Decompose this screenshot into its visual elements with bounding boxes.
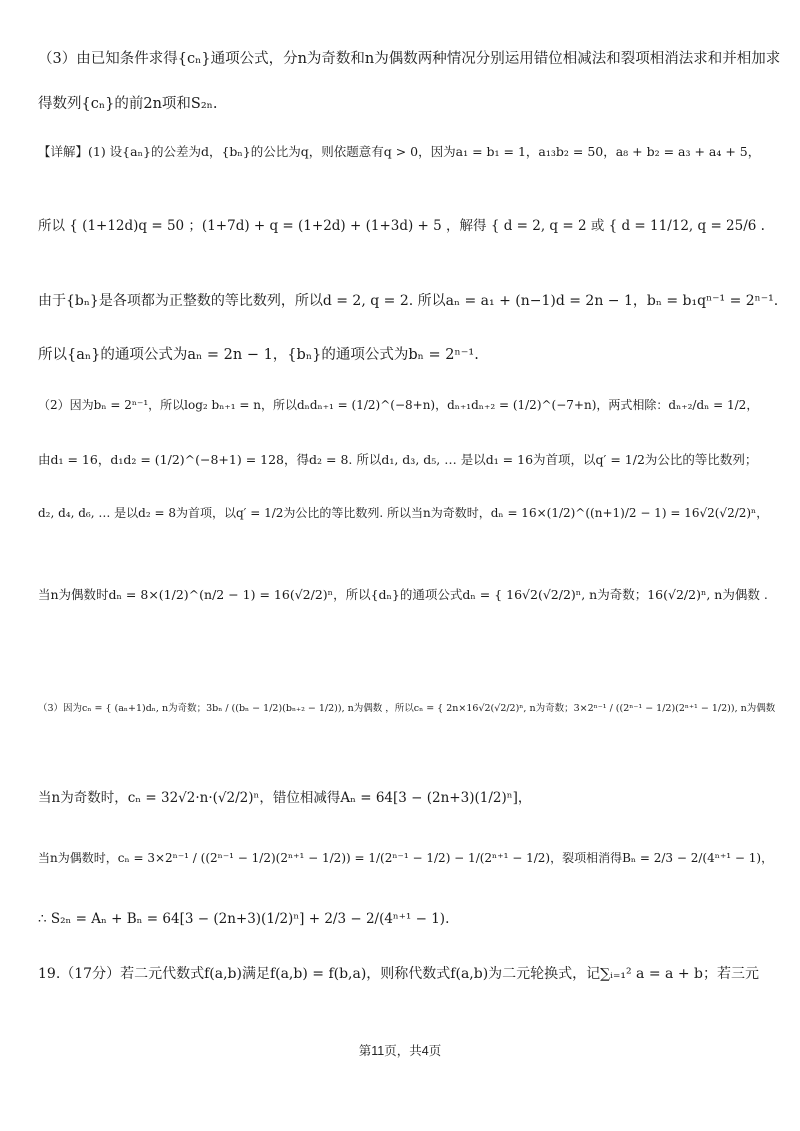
text-line-7: （2）因为bₙ = 2ⁿ⁻¹，所以log₂ bₙ₊₁ = n，所以dₙdₙ₊₁ = (1/2)^(−8+n)，dₙ₊₁dₙ₊₂ = (1/2)^(−7+n)，两式相除：dₙ₊₂/dₙ = 1/2， xyxy=(38,398,759,412)
text-line-11: （3）因为cₙ = { (aₙ+1)dₙ, n为奇数；3bₙ / ((bₙ − 1/2)(bₙ₊₂ − 1/2)), n为偶数 ，所以cₙ = { 2n×16√2(√2/2)ⁿ, n为奇数；3×2ⁿ⁻¹ / ((2ⁿ⁻¹ − 1/2)(2ⁿ⁺¹ − 1/2)), n为偶数 xyxy=(38,703,776,714)
text-line-15: 19.（17分）若二元代数式f(a,b)满足f(a,b) = f(b,a)，则称代数式f(a,b)为二元轮换式，记∑ᵢ₌₁² a = a + b；若三元 xyxy=(38,966,759,982)
text-line-3: 【详解】(1) 设{aₙ}的公差为d，{bₙ}的公比为q，则依题意有q > 0，因为a₁ = b₁ = 1，a₁₃b₂ = 50，a₈ + b₂ = a₃ + a₄ + 5， xyxy=(38,144,761,159)
text-line-10: 当n为偶数时dₙ = 8×(1/2)^(n/2 − 1) = 16(√2/2)ⁿ，所以{dₙ}的通项公式dₙ = { 16√2(√2/2)ⁿ, n为奇数；16(√2/2)ⁿ, n为偶数 . xyxy=(38,587,768,602)
text-line-2: 得数列{cₙ}的前2n项和S₂ₙ. xyxy=(38,96,218,112)
text-line-14: ∴ S₂ₙ = Aₙ + Bₙ = 64[3 − (2n+3)(1/2)ⁿ] + 2/3 − 2/(4ⁿ⁺¹ − 1). xyxy=(38,911,450,927)
text-line-6: 所以{aₙ}的通项公式为aₙ = 2n − 1，{bₙ}的通项公式为bₙ = 2ⁿ⁻¹. xyxy=(38,347,479,363)
text-line-12: 当n为奇数时，cₙ = 32√2·n·(√2/2)ⁿ，错位相减得Aₙ = 64[3 − (2n+3)(1/2)ⁿ]， xyxy=(38,790,532,806)
text-line-13: 当n为偶数时，cₙ = 3×2ⁿ⁻¹ / ((2ⁿ⁻¹ − 1/2)(2ⁿ⁺¹ − 1/2)) = 1/(2ⁿ⁻¹ − 1/2) − 1/(2ⁿ⁺¹ − 1/2)，裂项相消得Bₙ = 2/3 − 2/(4ⁿ⁺¹ − 1)， xyxy=(38,851,774,865)
text-line-5: 由于{bₙ}是各项都为正整数的等比数列，所以d = 2, q = 2. 所以aₙ = a₁ + (n−1)d = 2n − 1，bₙ = b₁qⁿ⁻¹ = 2ⁿ⁻¹. xyxy=(38,293,779,309)
text-line-1: （3）由已知条件求得{cₙ}通项公式，分n为奇数和n为偶数两种情况分别运用错位相减法和裂项相消法求和并相加求 xyxy=(38,51,781,67)
text-line-9: d₂, d₄, d₆, … 是以d₂ = 8为首项，以q′ = 1/2为公比的等比数列. 所以当n为奇数时，dₙ = 16×(1/2)^((n+1)/2 − 1) = 16√2(√2/2)ⁿ， xyxy=(38,506,769,520)
text-line-8: 由d₁ = 16，d₁d₂ = (1/2)^(−8+1) = 128，得d₂ = 8. 所以d₁, d₃, d₅, … 是以d₁ = 16为首项，以q′ = 1/2为公比的等比数列； xyxy=(38,452,758,467)
text-line-4: 所以 { (1+12d)q = 50 ；(1+7d) + q = (1+2d) + (1+3d) + 5 ，解得 { d = 2, q = 2 或 { d = 11/12, q = 25/6 . xyxy=(38,218,765,234)
page-footer: 第11页，共4页 xyxy=(358,1044,442,1058)
